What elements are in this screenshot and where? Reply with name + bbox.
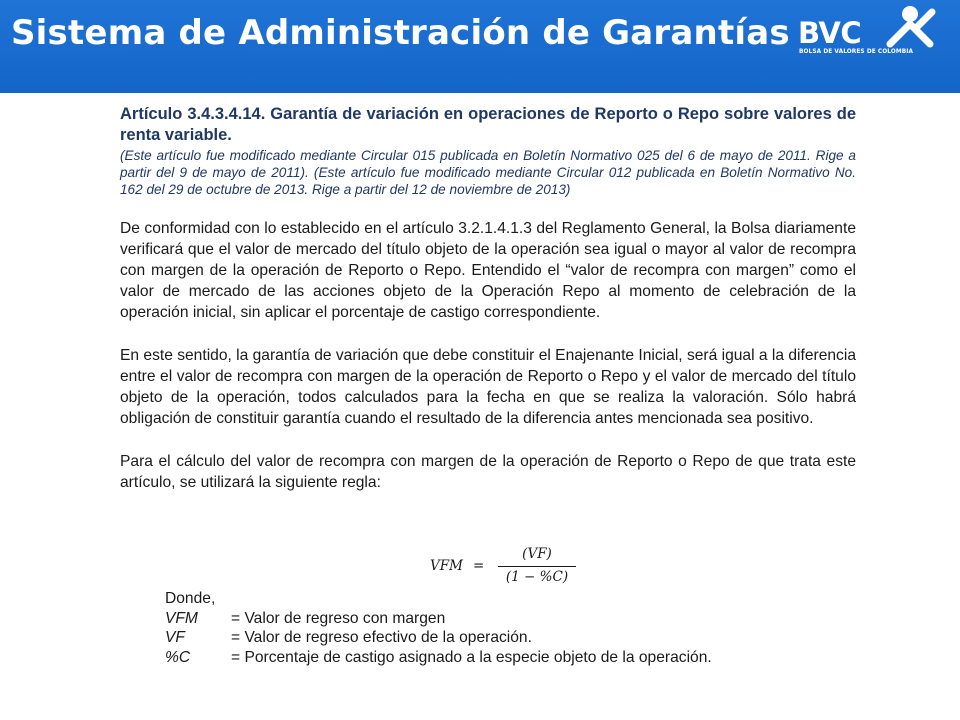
definition-symbol: VFM xyxy=(165,609,198,627)
paragraph-2: En este sentido, la garantía de variación que debe constituir el Enajenante Inicial, será igual a la diferencia entre el valor de recompra con margen de la operación de Reporto o Repo y el valor de mercado del título objeto de la operación, todos calculados para la fecha en que se realiza la valoración. Sólo habrá obligación de constituir garantía cuando el resultado de la diferencia antes mencionada sea positivo. xyxy=(120,347,856,427)
definitions xyxy=(165,589,712,667)
logo-text: BVC xyxy=(798,16,862,50)
paragraph-1: De conformidad con lo establecido en el artículo 3.2.1.4.1.3 del Reglamento General, la Bolsa diariamente verificará que el valor de mercado del título objeto de la operación sea igual o mayor al valor de recompra con margen de la operación de Reporto o Repo. Entendido el “valor de recompra con margen” como el valor de mercado de las acciones objeto de la Operación Repo al momento de celebración de la operación inicial, sin aplicar el porcentaje de castigo correspondiente. xyxy=(120,220,856,321)
header-banner xyxy=(0,0,960,93)
definition-row xyxy=(165,648,712,668)
formula-equals: = xyxy=(473,558,485,574)
definitions-intro: Donde, xyxy=(165,590,216,607)
definition-symbol: VF xyxy=(165,629,185,646)
formula-numerator: (VF) xyxy=(522,546,552,562)
bvc-logo xyxy=(790,4,950,64)
formula-denominator: (1 − %C) xyxy=(505,569,569,585)
definition-row xyxy=(165,609,446,629)
definition-text: = Valor de regreso efectivo de la operación. xyxy=(231,629,532,646)
definition-text: = Porcentaje de castigo asignado a la especie objeto de la operación. xyxy=(231,648,712,666)
definition-row xyxy=(165,628,532,648)
article-title: Artículo 3.4.3.4.14. Garantía de variación en operaciones de Reporto o Repo sobre valores de renta variable. xyxy=(120,105,856,144)
article-modification-note: (Este artículo fue modificado mediante Circular 015 publicada en Boletín Normativo 025 del 6 de mayo de 2011. Rige a partir del 9 de mayo de 2011). (Este artículo fue modificado mediante Circular 012 publicada en Boletín Normativo No. 162 del 29 de octubre de 2013. Rige a partir del 12 de noviembre de 2013) xyxy=(120,148,856,197)
paragraph-3: Para el cálculo del valor de recompra con margen de la operación de Reporto o Repo de que trata este artículo, se utilizará la siguiente regla: xyxy=(120,453,856,491)
formula-lhs: VFM xyxy=(430,558,463,574)
logo-mark-icon xyxy=(886,4,936,48)
formula-fraction-bar xyxy=(498,566,576,567)
page-title: Sistema de Administración de Garantías xyxy=(11,13,790,53)
logo-subtitle: BOLSA DE VALORES DE COLOMBIA xyxy=(799,49,914,55)
definition-symbol: %C xyxy=(165,648,191,666)
formula xyxy=(430,544,580,590)
definition-text: = Valor de regreso con margen xyxy=(231,609,446,627)
document-body xyxy=(120,104,856,493)
